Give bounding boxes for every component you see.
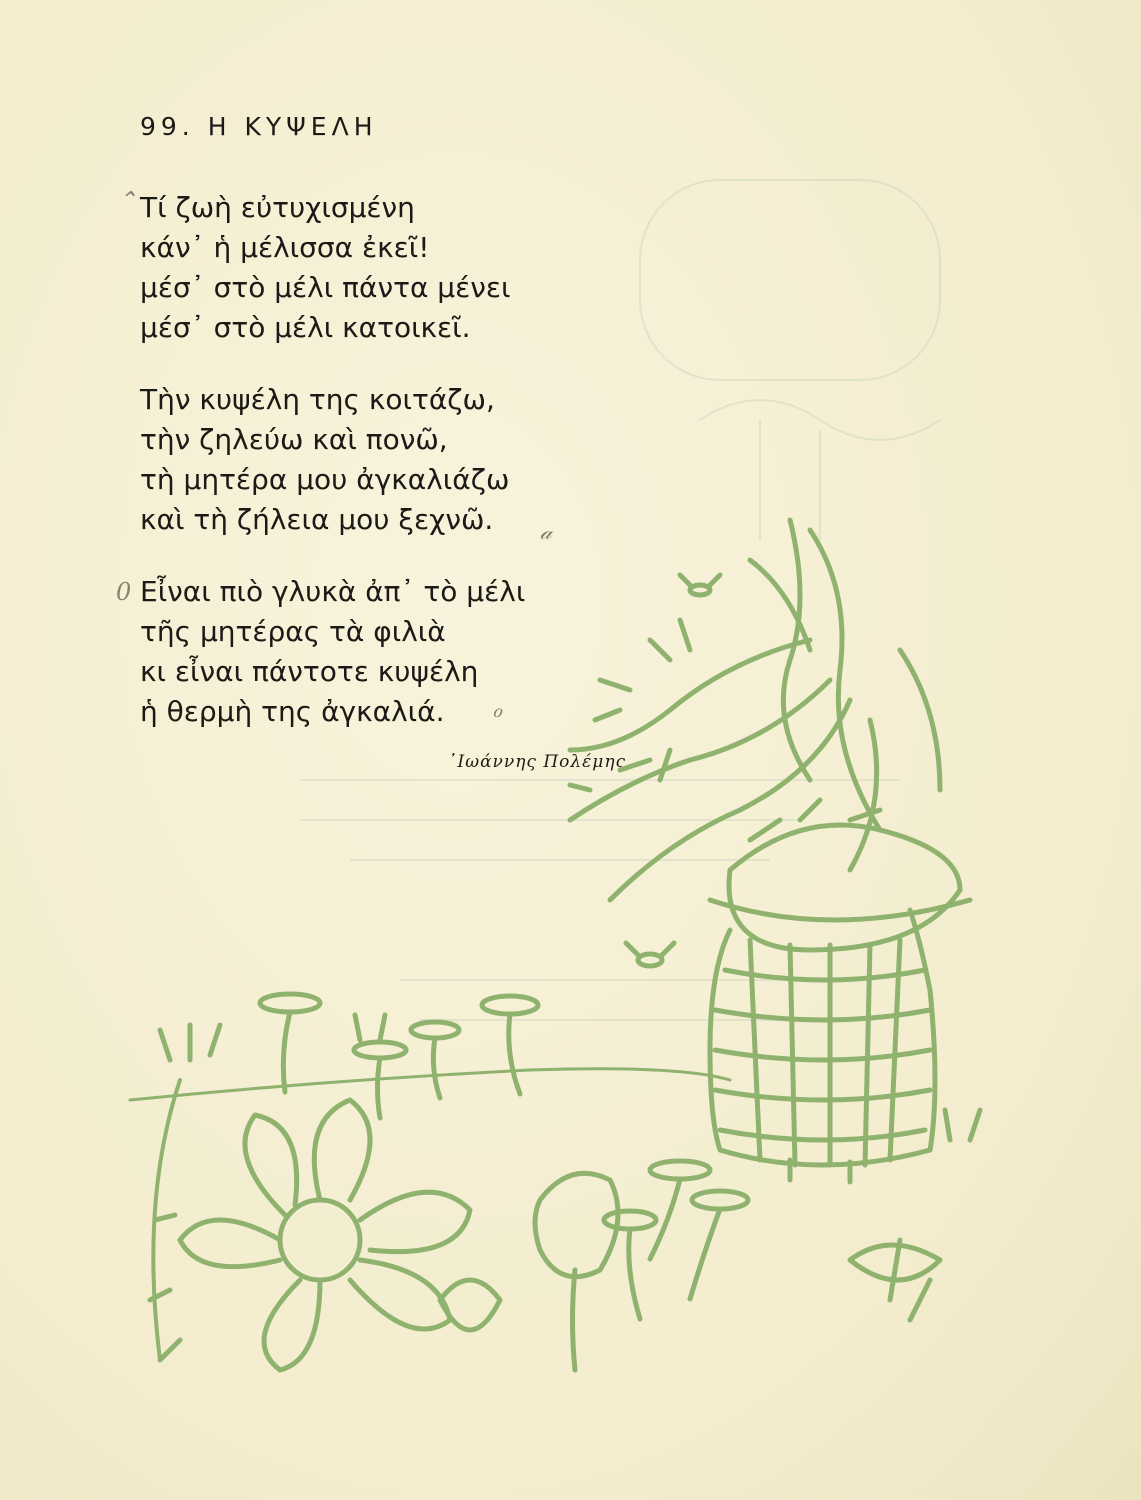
verse-line: κι εἶναι πάντοτε κυψέλη [140,655,479,688]
verse-line: τὴν ζηλεύω καὶ πονῶ, [140,423,448,456]
pencil-mark: 0 [116,578,132,606]
verse-line: Τὴν κυψέλη της κοιτάζω, [140,383,495,416]
pencil-mark: ℴ [492,698,503,723]
verse-line: μέσ᾽ στὸ μέλι κατοικεῖ. [140,311,471,344]
pencil-mark: ⌃ [118,188,137,213]
author-signature: ᾽Ιωάννης Πολέμης [448,752,627,772]
beehive-illustration [110,500,990,1380]
small-flower-icon [260,994,748,1319]
verse-line: καὶ τὴ ζήλεια μου ξεχνῶ. [140,503,494,536]
verse-line: μέσ᾽ στὸ μέλι πάντα μένει [140,271,511,304]
beehive-icon [710,800,970,1182]
verse-line: Εἶναι πιὸ γλυκὰ ἀπ᾽ τὸ μέλι [140,575,526,608]
daisy-icon [180,1100,470,1370]
verse-line: τὴ μητέρα μου ἀγκαλιάζω [140,463,510,496]
bee-icon [626,575,720,966]
branch-icon [570,520,940,900]
pencil-mark: 𝒶 [540,520,553,545]
verse-line: κάν᾽ ἡ μέλισσα ἐκεῖ! [140,231,430,264]
verse-line: τῆς μητέρας τὰ φιλιὰ [140,615,446,648]
poem-title: 99. Η ΚΥΨΕΛΗ [140,112,378,141]
stanza-1 [140,188,511,348]
verse-line: Τί ζωὴ εὐτυχισμένη [140,191,415,224]
verse-line: ἡ θερμὴ της ἀγκαλιά. [140,695,445,728]
